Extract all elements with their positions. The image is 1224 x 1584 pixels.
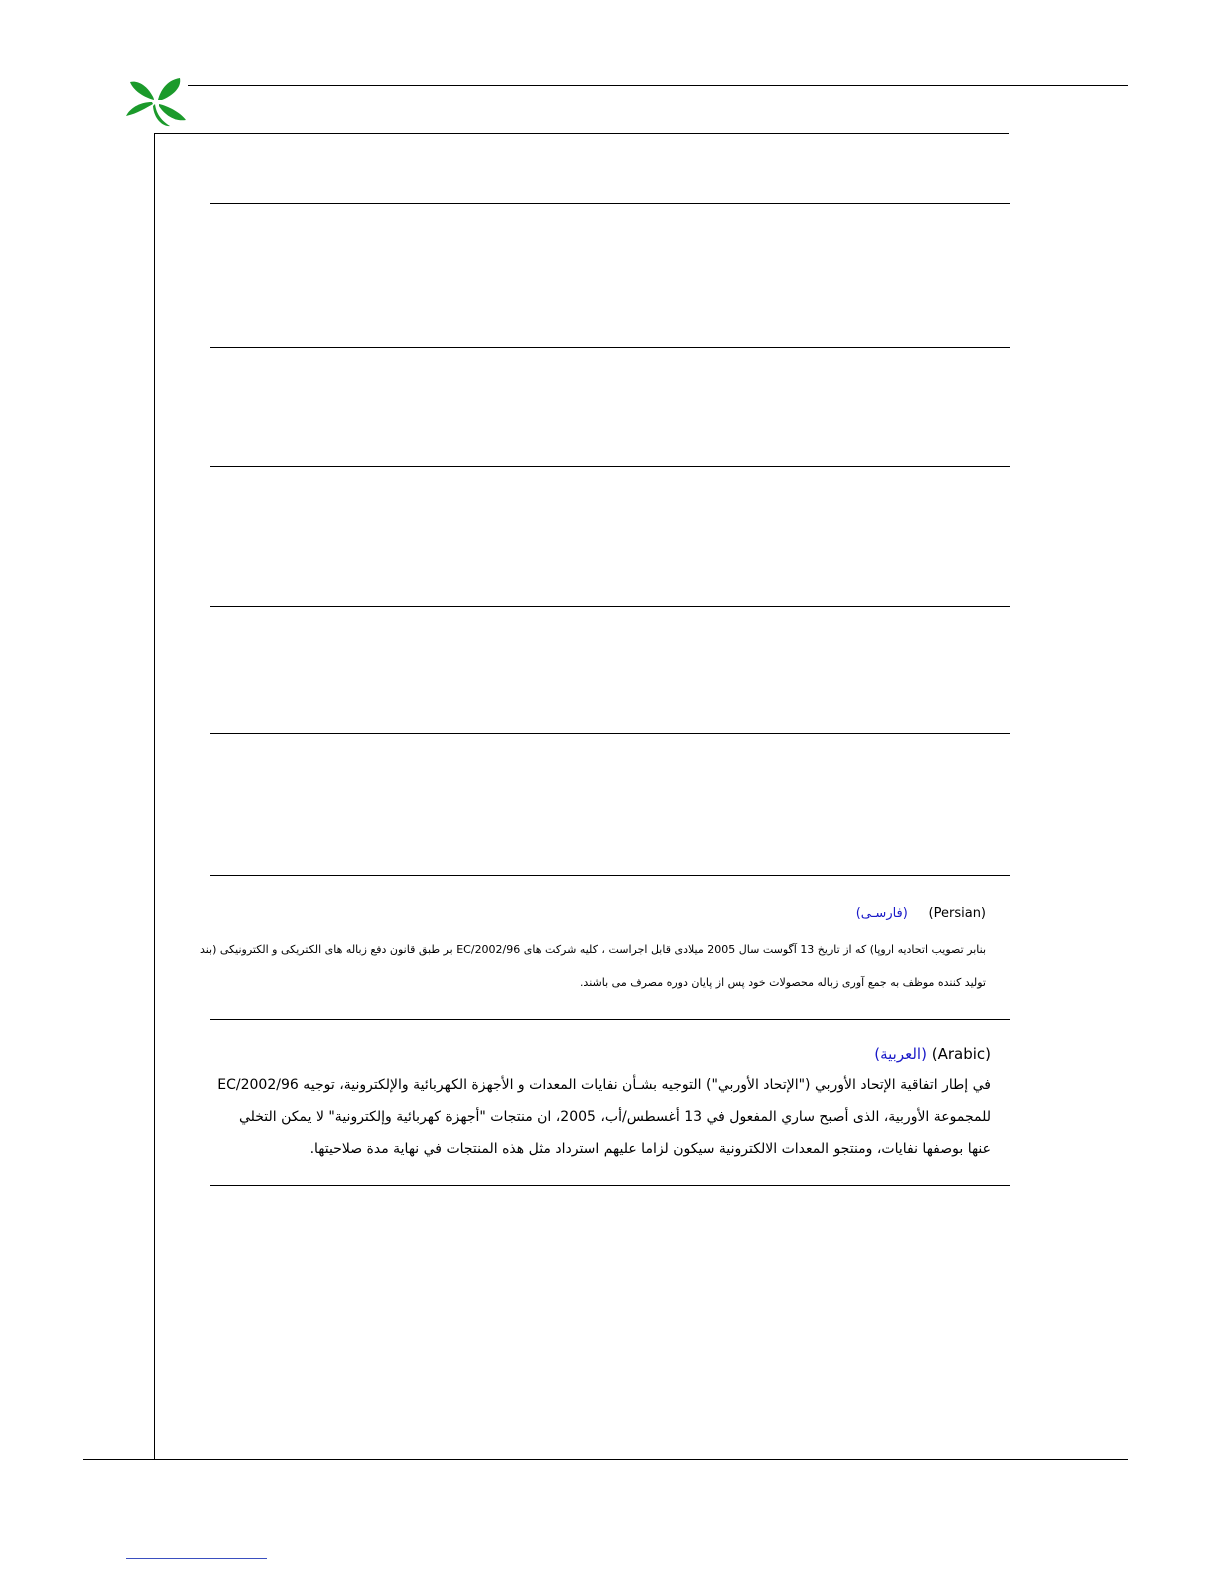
persian-paragraph-line: بنابر تصویب اتحادیه اروپا) که از تاریخ 13 آگوست سال 2005 میلادی قابل اجراست ، کلیه شرکت های 2002/96/EC بر طبق قانون دفع زباله های الکتریکی و الکترونیکی (بند bbox=[199, 943, 986, 956]
persian-heading bbox=[856, 906, 986, 921]
frame-left-rule bbox=[154, 133, 155, 1459]
section-divider bbox=[210, 733, 1010, 734]
frame-top-rule bbox=[154, 133, 1009, 134]
section-divider bbox=[210, 875, 1010, 876]
section-divider bbox=[210, 203, 1010, 204]
brand-logo-icon bbox=[124, 74, 190, 130]
arabic-heading bbox=[874, 1045, 991, 1063]
section-divider bbox=[210, 606, 1010, 607]
arabic-native-name: (العربية) bbox=[874, 1045, 927, 1063]
persian-paragraph-line: تولید کننده موظف به جمع آوری زباله محصولات خود پس از پایان دوره مصرف می باشند. bbox=[579, 976, 986, 989]
header-rule bbox=[188, 85, 1128, 86]
section-divider bbox=[210, 466, 1010, 467]
persian-native-name: (فارسـی) bbox=[855, 906, 908, 921]
section-divider bbox=[210, 1019, 1010, 1020]
arabic-paragraph-line: في إطار اتفاقية الإتحاد الأوربي ("الإتحاد الأوربي") التوجيه بشـأن نفايات المعدات و الأجهزة الكهربائية والإلكترونية، توجيه 2002/96/EC bbox=[217, 1077, 991, 1093]
footer-link-underline[interactable] bbox=[126, 1558, 267, 1559]
arabic-paragraph-line: عنها بوصفها نفايات، ومنتجو المعدات الالكترونية سيكون لزاما عليهم استرداد مثل هذه المنتجات في نهاية مدة صلاحيتها. bbox=[309, 1141, 991, 1157]
section-divider bbox=[210, 347, 1010, 348]
arabic-english-name: (Arabic) bbox=[931, 1045, 991, 1063]
arabic-paragraph-line: للمجموعة الأوربية، الذى أصبح ساري المفعول في 13 أغسطس/أب، 2005، ان منتجات "أجهزة كهربائية وإلكترونية" لا يمكن التخلي bbox=[238, 1109, 991, 1125]
persian-english-name: (Persian) bbox=[928, 906, 986, 921]
footer-rule bbox=[83, 1459, 1128, 1460]
section-divider bbox=[210, 1185, 1010, 1186]
